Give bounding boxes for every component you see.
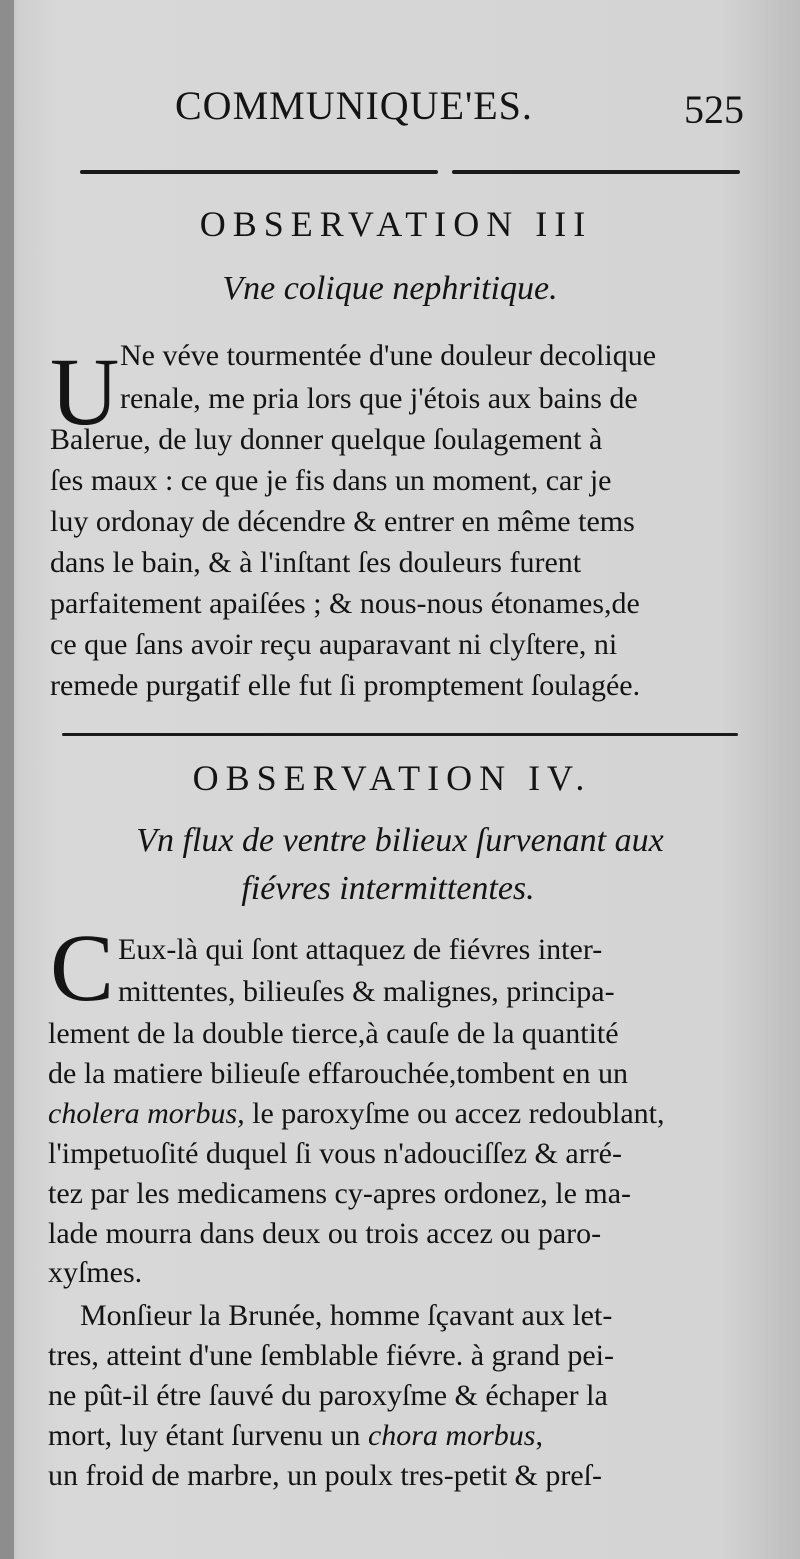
line-text: mort, luy étant ſurvenu un xyxy=(48,1419,368,1452)
observation-3-line: remede purgatif elle fut ſi promptement ſoulagée. xyxy=(50,669,641,702)
observation-4-line xyxy=(48,1099,664,1129)
line-text: le paroxyſme ou accez redoublant, xyxy=(244,1097,665,1130)
running-title: COMMUNIQUE'ES. xyxy=(175,83,533,128)
cholera-morbus-term: cholera morbus, xyxy=(48,1097,245,1130)
observation-4-line xyxy=(48,1421,543,1451)
observation-3-drop-cap: U xyxy=(50,338,120,445)
observation-3-line: Balerue, de luy donner quelque ſoulagement à xyxy=(50,423,603,456)
chora-morbus-term: chora morbus xyxy=(367,1419,536,1452)
observation-4-line: de la matiere bilieuſe effarouchée,tombent en un xyxy=(48,1057,629,1090)
observation-3-line: Ne véve tourmentée d'une douleur decolique xyxy=(120,339,657,372)
observation-4-line: tez par les medicamens cy-apres ordonez, le ma- xyxy=(48,1177,632,1210)
observation-4-line: ne pût-il étre ſauvé du paroxyſme & échaper la xyxy=(48,1379,608,1412)
observation-3-line: dans le bain, & à l'inſtant ſes douleurs furent xyxy=(50,546,582,579)
observation-4-line: Eux-là qui ſont attaquez de fiévres inter- xyxy=(118,933,603,966)
observation-4-subtitle-line1: Vn flux de ventre bilieux ſurvenant aux xyxy=(136,822,664,859)
observation-4-drop-cap: C xyxy=(50,914,115,1021)
observation-4-subtitle-line2: fiévres intermittentes. xyxy=(241,870,535,907)
observation-4-line: xyſmes. xyxy=(48,1256,143,1289)
observation-4-line: lement de la double tierce,à cauſe de la quantité xyxy=(48,1017,619,1050)
line-text: , xyxy=(535,1419,543,1452)
observation-3-line: luy ordonay de décendre & entrer en même tems xyxy=(50,505,635,538)
observation-3-title: OBSERVATION III xyxy=(199,204,593,244)
observation-4-line: lade mourra dans deux ou trois accez ou paro- xyxy=(48,1217,602,1250)
observation-4-line: un froid de marbre, un poulx tres-petit & preſ- xyxy=(48,1459,603,1492)
header-rule-right xyxy=(452,170,740,174)
page-number: 525 xyxy=(684,87,744,132)
observation-3-line: ce que ſans avoir reçu auparavant ni clyſtere, ni xyxy=(50,628,618,661)
header-rule-left xyxy=(80,170,438,174)
observation-4-line: l'impetuoſité duquel ſi vous n'adouciſſez & arré- xyxy=(48,1137,622,1170)
section-rule xyxy=(62,733,738,736)
observation-3-line: parfaitement apaiſées ; & nous-nous étonames,de xyxy=(50,587,640,620)
observation-4-line: tres, atteint d'une ſemblable fiévre. à grand pei- xyxy=(48,1339,615,1372)
observation-3-line: ſes maux : ce que je fis dans un moment, car je xyxy=(50,464,612,497)
observation-4-title: OBSERVATION IV. xyxy=(192,758,592,798)
page-header xyxy=(0,72,800,142)
observation-4-line: Monſieur la Brunée, homme ſçavant aux let- xyxy=(80,1299,613,1332)
observation-3-line: renale, me pria lors que j'étois aux bains de xyxy=(120,382,638,415)
observation-3-subtitle: Vne colique nephritique. xyxy=(222,270,558,307)
observation-4-line: mittentes, bilieuſes & malignes, principa- xyxy=(118,975,615,1008)
